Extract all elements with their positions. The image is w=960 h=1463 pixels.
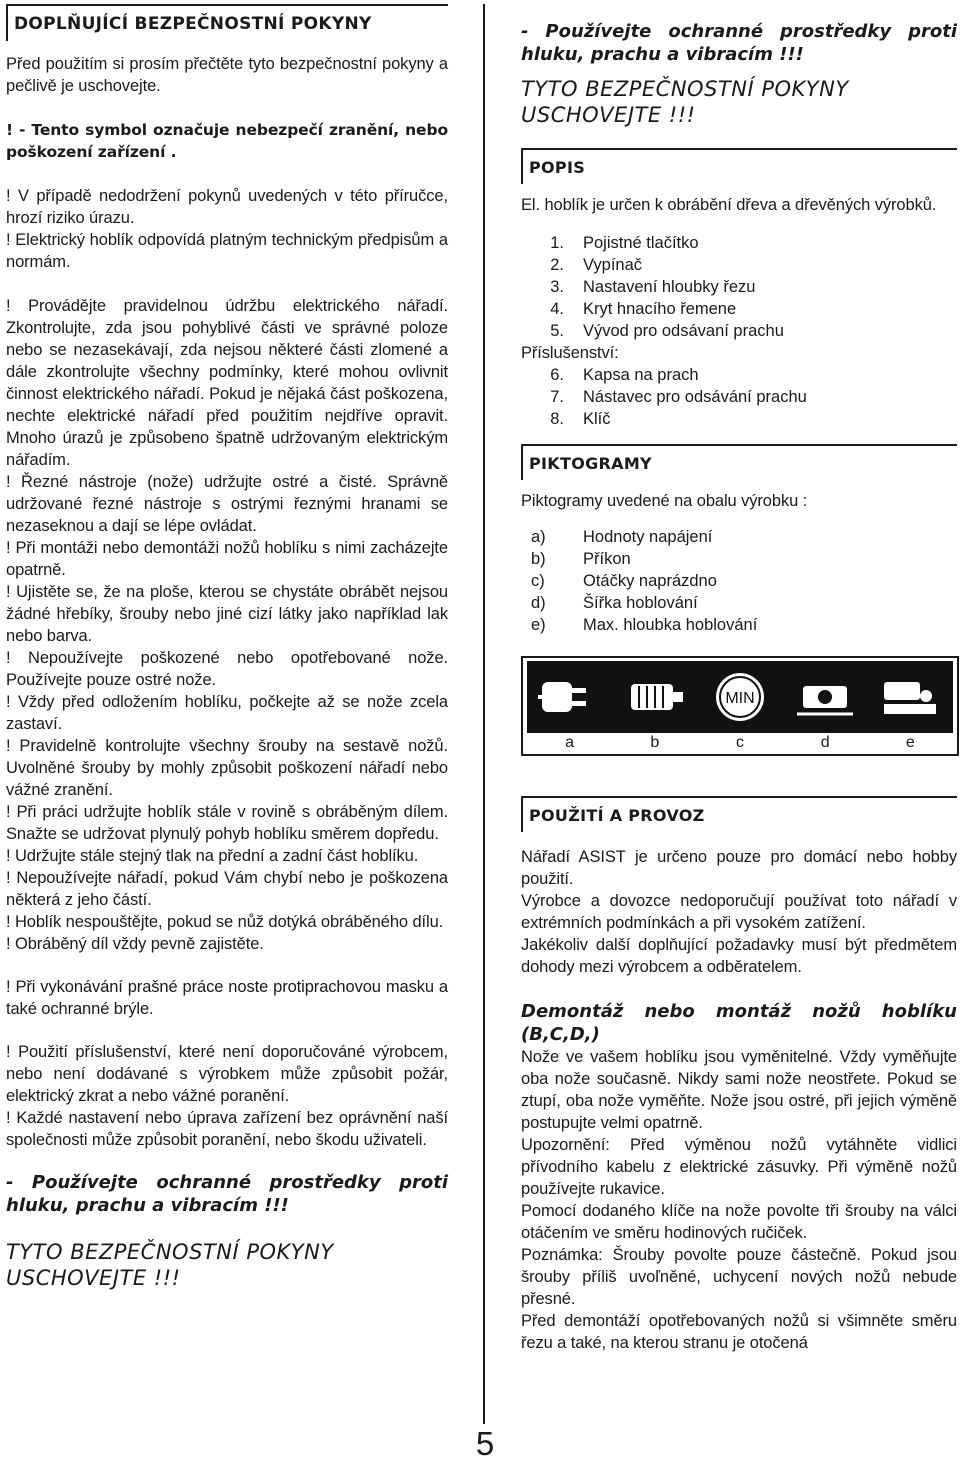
safety-item: ! Udržujte stále stejný tlak na přední a zadní část hoblíku. bbox=[6, 847, 419, 865]
keep-instructions: TYTO BEZPEČNOSTNÍ POKYNY USCHOVEJTE !!! bbox=[521, 77, 849, 127]
mount-text: Poznámka: Šrouby povolte pouze částečně. Pokud jsou šrouby příliš uvoľněné, uchycení nových nožů nebude přesné. bbox=[521, 1246, 957, 1308]
motor-power-icon bbox=[619, 665, 691, 729]
planing-width-icon bbox=[789, 665, 861, 729]
mount-text: Upozornění: Před výměnou nožů vytáhněte vidlici přívodního kabelu z elektrické zásuvky. Při výměně nožů používejte rukavice. bbox=[521, 1136, 957, 1198]
safety-heading: DOPLŇUJÍCÍ BEZPEČNOSTNÍ POKYNY bbox=[6, 4, 448, 41]
column-divider bbox=[483, 4, 485, 1424]
protection-warning: - Používejte ochranné prostředky proti hluku, prachu a vibracím !!! bbox=[6, 1172, 448, 1216]
list-item: 8. Klíč bbox=[550, 410, 611, 428]
picto-letter: c bbox=[735, 734, 744, 751]
parts-list bbox=[521, 232, 957, 342]
keep-instructions: TYTO BEZPEČNOSTNÍ POKYNY USCHOVEJTE !!! bbox=[6, 1240, 334, 1290]
safety-item: ! Ujistěte se, že na ploše, kterou se chystáte obrábět nejsou žádné hřebíky, šrouby nebo jiné cizí látky jako například lak nebo barva. bbox=[6, 583, 448, 645]
pictogram-strip bbox=[521, 656, 959, 756]
intro-text: Před použitím si prosím přečtěte tyto bezpečnostní pokyny a pečlivě je uschovejte. bbox=[6, 55, 448, 95]
list-item: 6. Kapsa na prach bbox=[550, 366, 699, 384]
safety-item: ! Pravidelně kontrolujte všechny šrouby na sestavě nožů. Uvolněné šrouby by mohly způsobit poškození nářadí nebo vážné zranění. bbox=[6, 737, 448, 799]
safety-item: ! Při práci udržujte hoblík stále v rovině s obráběným dílem. Snažte se udržovat plynulý pohyb hoblíku směrem dopředu. bbox=[6, 803, 448, 843]
safety-item: ! Nepoužívejte nářadí, pokud Vám chybí nebo je poškozena některá z jeho částí. bbox=[6, 869, 448, 909]
planing-depth-icon bbox=[874, 665, 946, 729]
list-item: c) Otáčky naprázdno bbox=[531, 572, 717, 590]
usage-text: Jakékoliv další doplňující požadavky musí být předmětem dohody mezi výrobcem a odběratelem. bbox=[521, 936, 957, 976]
piktogramy-heading: PIKTOGRAMY bbox=[521, 444, 957, 480]
safety-item: ! Každé nastavení nebo úprava zařízení bez oprávnění naší společnosti může způsobit poranění, nebo škodu uživateli. bbox=[6, 1109, 448, 1149]
safety-item: ! Použití příslušenství, které není doporučováné výrobcem, nebo není dodávané s výrobkem může způsobit požár, elektrický zkrat a nebo vážné poranění. bbox=[6, 1043, 448, 1105]
list-item: d) Šířka hoblování bbox=[531, 594, 698, 612]
safety-item: ! Hoblík nespouštějte, pokud se nůž dotýká obráběného dílu. bbox=[6, 913, 444, 931]
list-item: 7. Nástavec pro odsávání prachu bbox=[550, 388, 807, 406]
pictogram-band bbox=[527, 661, 953, 733]
safety-item: ! Obráběný díl vždy pevně zajistěte. bbox=[6, 935, 264, 953]
list-item: e) Max. hloubka hoblování bbox=[531, 616, 758, 634]
mount-text: Nože ve vašem hoblíku jsou vyměnitelné. Vždy vyměňujte oba nože současně. Nikdy sami nože neostřete. Pokud se ztupí, oba nože vyměňte. Nože jsou ostré, při jejich výměně postupujte velmi opatrně. bbox=[521, 1048, 957, 1132]
safety-item: ! Při vykonávání prašné práce noste protiprachovou masku a také ochranné brýle. bbox=[6, 978, 448, 1018]
safety-item: ! V případě nedodržení pokynů uvedených v této příručce, hrozí riziko úrazu. bbox=[6, 187, 448, 227]
protection-warning: - Používejte ochranné prostředky proti hluku, prachu a vibracím !!! bbox=[521, 21, 957, 65]
picto-letter: a bbox=[565, 734, 575, 751]
power-plug-icon bbox=[534, 665, 606, 729]
list-item: 4. Kryt hnacího řemene bbox=[550, 300, 737, 318]
usage-heading: POUŽITÍ A PROVOZ bbox=[521, 796, 957, 832]
right-column bbox=[521, 20, 957, 1354]
accessories-list bbox=[521, 364, 957, 430]
picto-letter: e bbox=[905, 734, 915, 751]
pictogram-letters bbox=[527, 734, 953, 752]
picto-list bbox=[521, 526, 957, 636]
list-item: 1. Pojistné tlačítko bbox=[550, 234, 699, 252]
list-item: b) Příkon bbox=[531, 550, 631, 568]
popis-intro: El. hoblík je určen k obrábění dřeva a dřevěných výrobků. bbox=[521, 196, 937, 214]
safety-item: ! Elektrický hoblík odpovídá platným technickým předpisům a normám. bbox=[6, 231, 448, 271]
mount-text: Pomocí dodaného klíče na nože povolte tři šrouby na válci otáčením ve směru hodinových ručiček. bbox=[521, 1202, 957, 1242]
picto-letter: b bbox=[650, 734, 660, 751]
page-number: 5 bbox=[475, 1425, 495, 1462]
maintenance-text: ! Provádějte pravidelnou údržbu elektrického nářadí. Zkontrolujte, zda jsou pohyblivé části ve správné poloze nebo se nezasekávají, zda nejsou některé části zlomené a dále zkontrolujte všechny podmínky, které mohou ovlivnit činnost elektrického nářadí. Pokud je nějaká část poškozena, nechte elektrické nářadí před použitím nejdříve opravit. Mnoho úrazů je způsobeno špatně udržovaným elektrickým nářadím. bbox=[6, 297, 448, 469]
mount-heading: Demontáž nebo montáž nožů hoblíku (B,C,D,) bbox=[521, 1001, 957, 1045]
accessories-label: Příslušenství: bbox=[521, 344, 619, 362]
safety-item: ! Při montáži nebo demontáži nožů hoblíku s nimi zacházejte opatrně. bbox=[6, 539, 448, 579]
list-item: 5. Vývod pro odsávaní prachu bbox=[550, 322, 784, 340]
left-column bbox=[6, 4, 448, 1291]
list-item: 3. Nastavení hloubky řezu bbox=[550, 278, 756, 296]
symbol-note: ! - Tento symbol označuje nebezpečí zranění, nebo poškození zařízení . bbox=[6, 121, 448, 161]
picto-letter: d bbox=[820, 734, 830, 751]
mount-text: Před demontáží opotřebovaných nožů si všimněte směru řezu a také, na kterou stranu je otočená bbox=[521, 1312, 957, 1352]
svg-text:MIN: MIN bbox=[725, 690, 755, 707]
usage-text: Výrobce a dovozce nedoporučují používat toto nářadí v extrémních podmínkách a při vysokém zatížení. bbox=[521, 892, 957, 932]
safety-item: ! Vždy před odložením hoblíku, počkejte až se nože zcela zastaví. bbox=[6, 693, 448, 733]
list-item: a) Hodnoty napájení bbox=[531, 528, 713, 546]
picto-intro: Piktogramy uvedené na obalu výrobku : bbox=[521, 492, 808, 510]
no-load-speed-icon bbox=[704, 665, 776, 729]
list-item: 2. Vypínač bbox=[550, 256, 643, 274]
usage-text: Nářadí ASIST je určeno pouze pro domácí nebo hobby použití. bbox=[521, 848, 957, 888]
safety-item: ! Řezné nástroje (nože) udržujte ostré a čisté. Správně udržované řezné nástroje s ostrými řeznými hranami se nezaseknou a dají se lépe ovládat. bbox=[6, 473, 448, 535]
safety-item: ! Nepoužívejte poškozené nebo opotřebované nože. Používejte pouze ostré nože. bbox=[6, 649, 448, 689]
popis-heading: POPIS bbox=[521, 148, 957, 184]
